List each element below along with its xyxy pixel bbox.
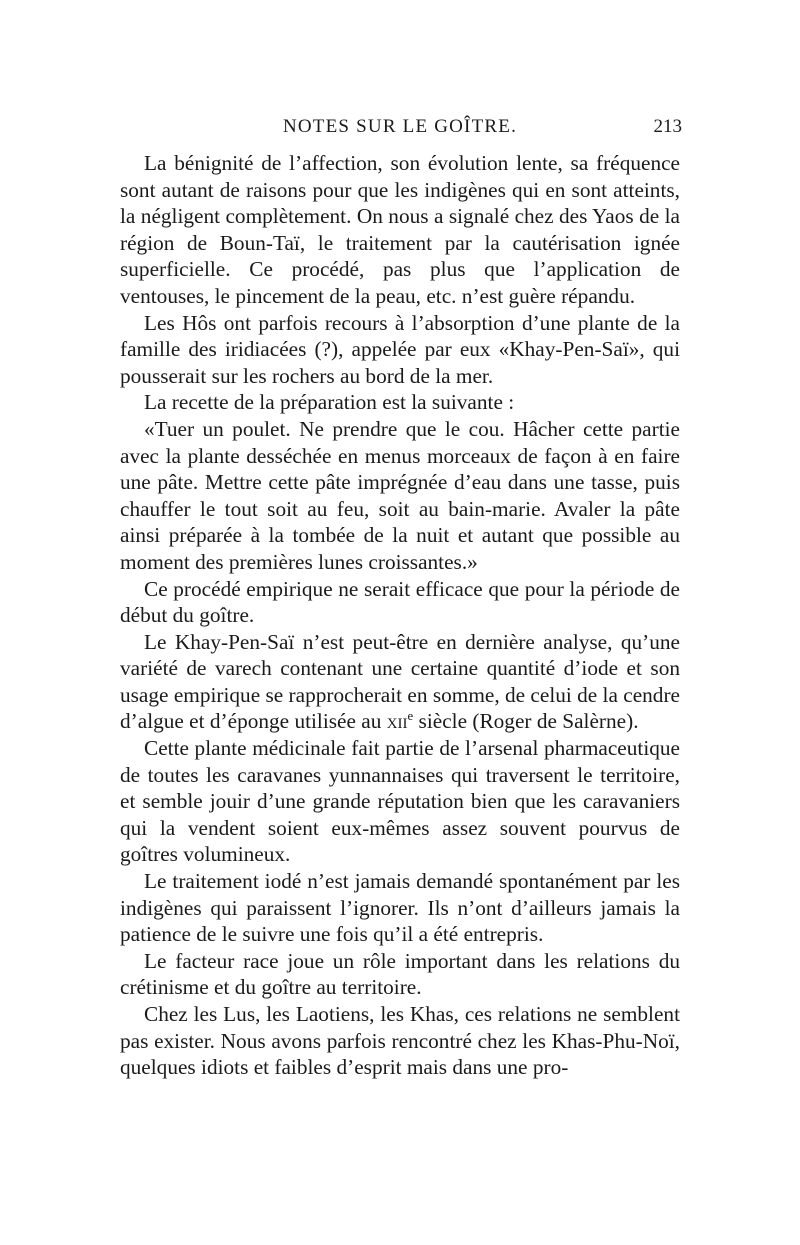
- paragraph: La recette de la préparation est la suivante :: [144, 390, 515, 415]
- paragraph: Les Hôs ont parfois recours à l’absorption d’une plante de la famille des iridiacées (?), appelée par eux «Khay-Pen-Saï», qui pousserait sur les rochers au bord de la mer.: [120, 310, 680, 388]
- paragraph-quote: «Tuer un poulet. Ne prendre que le cou. Hâcher cette partie avec la plante desséchée en menus morceaux de façon à en faire une pâte. Mettre cette pâte imprégnée d’eau dans une tasse, puis chauffer le tout soit au feu, soit au bain-marie. Avaler la pâte ainsi préparée à la tombée de la nuit et autant que possible au moment des premières lunes croissantes.»: [120, 416, 680, 574]
- paragraph: Le facteur race joue un rôle important dans les relations du crétinisme et du goître au territoire.: [120, 948, 680, 1000]
- paragraph: Chez les Lus, les Laotiens, les Khas, ces relations ne semblent pas exister. Nous avons parfois rencontré chez les Khas-Phu-Noï, quelques idiots et faibles d’esprit mais dans une pro-: [120, 1002, 680, 1080]
- century-numeral: xii: [386, 709, 408, 734]
- paragraph: La bénignité de l’affection, son évolution lente, sa fréquence sont autant de raisons pour que les indigènes qui en sont atteints, la négligent complètement. On nous a signalé chez des Yaos de la région de Boun-Taï, le traitement par la cautérisation ignée superficielle. Ce procédé, pas plus que l’application de ventouses, le pincement de la peau, etc. n’est guère répandu.: [120, 151, 680, 308]
- century-suffix: e: [407, 709, 414, 724]
- page-number: 213: [653, 116, 682, 137]
- paragraph: Ce procédé empirique ne serait efficace que pour la période de début du goître.: [120, 576, 680, 628]
- paragraph-text: siècle (Roger de Salèrne).: [418, 709, 639, 734]
- running-head: [0, 116, 800, 146]
- running-title: NOTES SUR LE GOÎTRE.: [282, 116, 518, 137]
- body-text: [120, 150, 680, 1081]
- paragraph: [120, 629, 680, 735]
- paragraph: Le traitement iodé n’est jamais demandé spontanément par les indigènes qui paraissent l’ignorer. Ils n’ont d’ailleurs jamais la patience de le suivre une fois qu’il a été entrepris.: [120, 869, 680, 947]
- paragraph: Cette plante médicinale fait partie de l’arsenal pharmaceutique de toutes les caravanes yunnannaises qui traversent le territoire, et semble jouir d’une grande réputation bien que les caravaniers qui la vendent soient eux-mêmes assez souvent pourvus de goîtres volumineux.: [120, 736, 680, 867]
- paragraph-text: Le Khay-Pen-Saï n’est peut-être en dernière analyse, qu’une variété de varech contenant une certaine quantité d’iode et son usage empirique se rapprocherait en somme, de celui de la cendre d’algue et d’éponge utilisée au: [120, 629, 680, 734]
